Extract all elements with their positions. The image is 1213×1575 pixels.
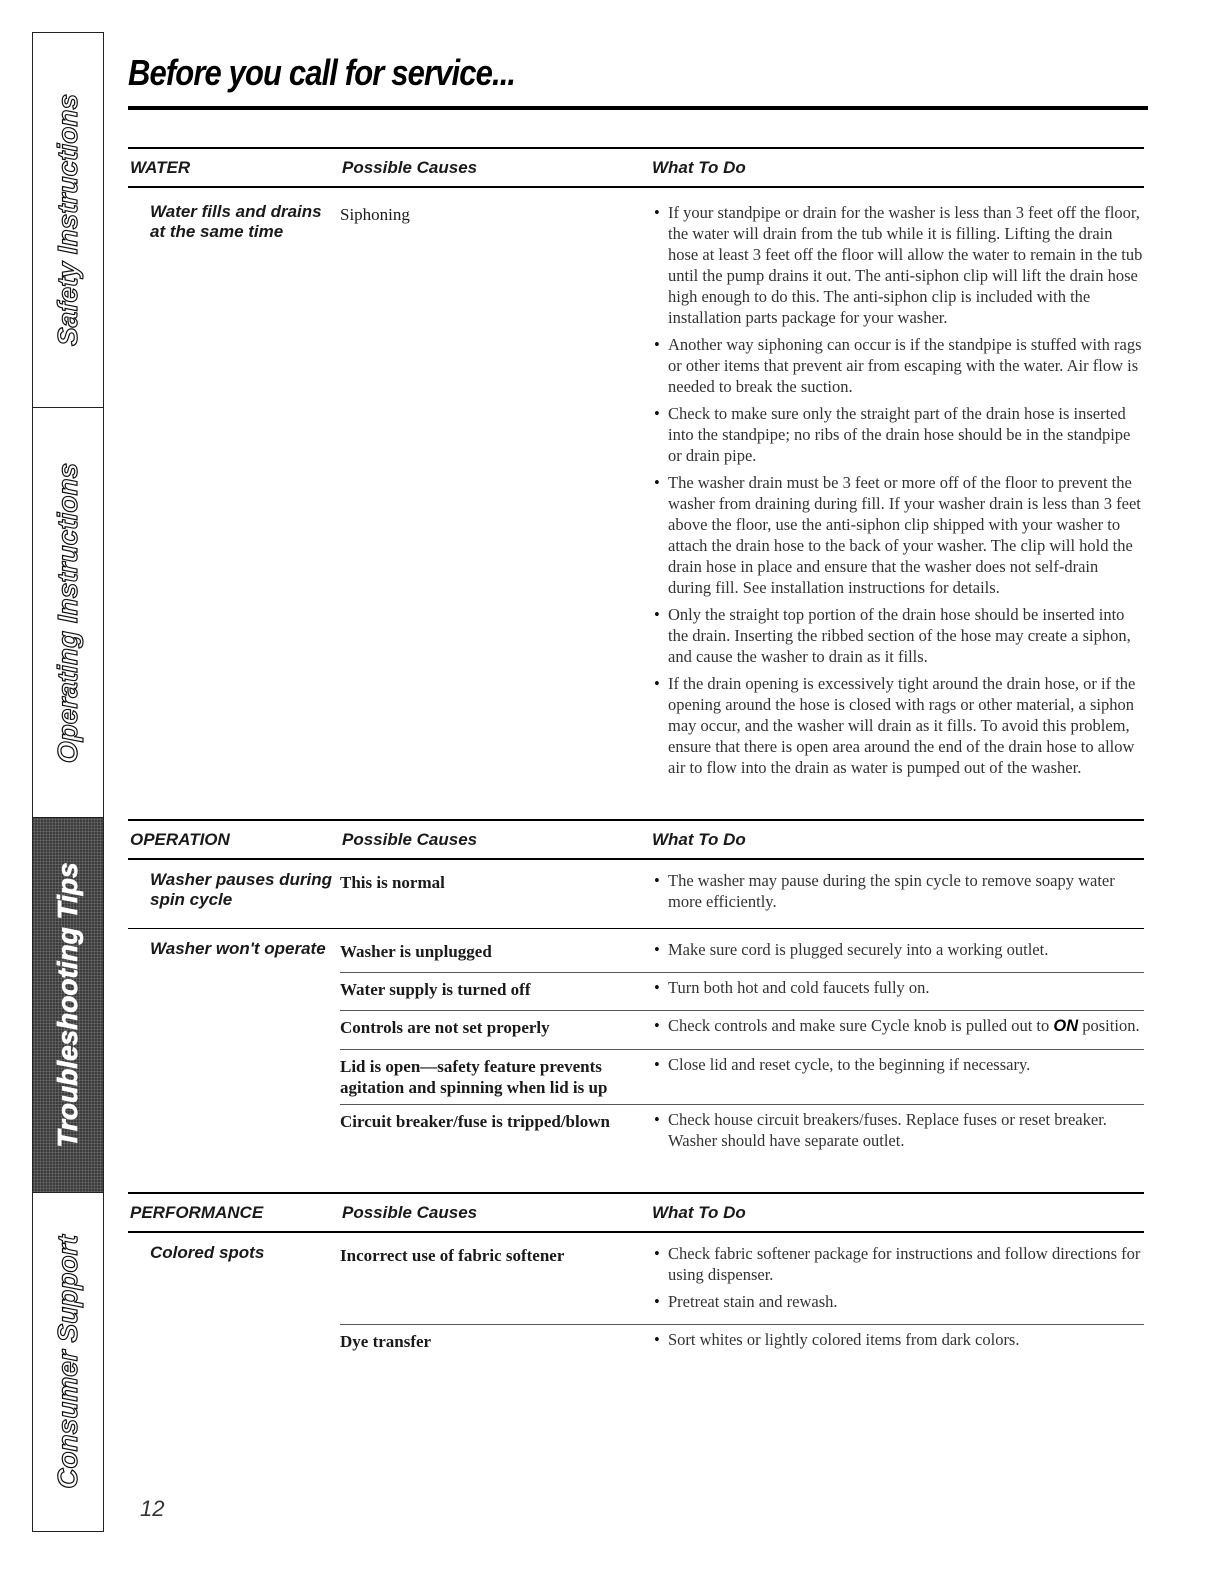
problem-title: Colored spots — [150, 1243, 265, 1262]
section-heading: OPERATION — [130, 829, 230, 849]
page-title: Before you call for service... — [128, 52, 516, 93]
cause-row — [340, 198, 1144, 790]
cause-text: Incorrect use of fabric softener — [340, 1246, 565, 1265]
col-header-causes: Possible Causes — [342, 1202, 478, 1222]
problem-title: Water fills and drains at the same time — [150, 202, 322, 241]
cause-row — [340, 866, 1144, 924]
todo-item: • Another way siphoning can occur is if the standpipe is stuffed with rags or other items that prevent air from escaping with the water. Air flow is needed to break the suction. — [650, 334, 1144, 397]
problem-title: Washer won't operate — [150, 939, 326, 958]
todo-list — [650, 1243, 1144, 1318]
cause-row — [340, 1324, 1144, 1362]
todo-item — [650, 1015, 1144, 1037]
todo-text: position. — [1078, 1016, 1140, 1035]
problem-title: Washer pauses during spin cycle — [150, 870, 333, 909]
todo-list — [650, 977, 1144, 1004]
problem-row — [128, 1233, 1144, 1366]
todo-item: • Close lid and reset cycle, to the beginning if necessary. — [650, 1054, 1144, 1075]
todo-list — [650, 939, 1144, 966]
todo-list — [650, 870, 1144, 918]
cause-text: Washer is unplugged — [340, 942, 492, 961]
problem-row — [128, 928, 1144, 1167]
cause-text: Controls are not set properly — [340, 1018, 550, 1037]
cause-text: Dye transfer — [340, 1332, 432, 1351]
todo-item: • Sort whites or lightly colored items from dark colors. — [650, 1329, 1144, 1350]
todo-text: Check controls and make sure Cycle knob is pulled out to — [668, 1016, 1054, 1035]
cause-row — [340, 1049, 1144, 1104]
section-heading: PERFORMANCE — [130, 1202, 264, 1222]
cause-text: This is normal — [340, 873, 445, 892]
on-position-label: ON — [1053, 1017, 1079, 1035]
col-header-causes: Possible Causes — [342, 157, 478, 177]
cause-row — [340, 972, 1144, 1010]
todo-item: • Only the straight top portion of the drain hose should be inserted into the drain. Inserting the ribbed section of the hose may create a siphon, and cause the washer to drain as it fills. — [650, 604, 1144, 667]
cause-text: Siphoning — [340, 205, 410, 224]
section-header-operation — [128, 819, 1144, 860]
todo-item: • Check to make sure only the straight part of the drain hose is inserted into the standpipe; no ribs of the drain hose should be in the standpipe or drain pipe. — [650, 403, 1144, 466]
todo-list — [650, 1109, 1144, 1157]
tab-label: Operating Instructions — [52, 462, 83, 763]
tab-label: Safety Instructions — [52, 93, 83, 347]
section-header-water — [128, 147, 1144, 188]
problem-row — [128, 188, 1144, 794]
todo-list — [650, 1054, 1144, 1098]
section-heading: WATER — [130, 157, 191, 177]
cause-row — [340, 1104, 1144, 1163]
todo-item: • Check fabric softener package for instructions and follow directions for using dispenser. — [650, 1243, 1144, 1285]
problem-row — [128, 860, 1144, 928]
todo-item: • Make sure cord is plugged securely into a working outlet. — [650, 939, 1144, 960]
todo-item: • If your standpipe or drain for the washer is less than 3 feet off the floor, the water will drain from the tub while it is filling. Lifting the drain hose at least 3 feet off the floor will allow the water to remain in the tub until the pump drains it out. The anti-siphon clip will lift the drain hose high enough to do this. The anti-siphon clip is included with the installation parts package for your washer. — [650, 202, 1144, 328]
tab-safety-instructions[interactable] — [33, 33, 103, 408]
cause-row — [340, 1239, 1144, 1324]
tab-label: Troubleshooting Tips — [52, 862, 83, 1148]
cause-text: Water supply is turned off — [340, 980, 531, 999]
col-header-todo: What To Do — [652, 829, 746, 849]
tab-label: Consumer Support — [52, 1235, 83, 1489]
col-header-causes: Possible Causes — [342, 829, 478, 849]
tab-consumer-support[interactable] — [33, 1193, 103, 1531]
todo-list — [650, 1015, 1144, 1043]
cause-row — [340, 935, 1144, 972]
page-number: 12 — [140, 1496, 165, 1521]
cause-text: Circuit breaker/fuse is tripped/blown — [340, 1112, 610, 1131]
sidebar-nav — [32, 32, 104, 1532]
todo-list — [650, 1329, 1144, 1356]
col-header-todo: What To Do — [652, 157, 746, 177]
troubleshooting-table — [128, 147, 1144, 1366]
col-header-todo: What To Do — [652, 1202, 746, 1222]
todo-item: • Check house circuit breakers/fuses. Replace fuses or reset breaker. Washer should have separate outlet. — [650, 1109, 1144, 1151]
todo-item: • If the drain opening is excessively tight around the drain hose, or if the opening around the hose is closed with rags or other material, a siphon may occur, and the washer will drain as it fills. To avoid this problem, ensure that there is open area around the end of the drain hose to allow air to flow into the drain as water is pumped out of the washer. — [650, 673, 1144, 778]
cause-text: Lid is open—safety feature prevents agitation and spinning when lid is up — [340, 1057, 608, 1097]
todo-item: • The washer drain must be 3 feet or more off of the floor to prevent the washer from draining during fill. If your washer drain is less than 3 feet above the floor, use the anti-siphon clip shipped with your washer to attach the drain hose to the back of your washer. The clip will hold the drain hose in place and ensure that the washer does not self-drain during fill. See installation instructions for details. — [650, 472, 1144, 598]
tab-troubleshooting-tips[interactable] — [33, 818, 103, 1193]
section-header-performance — [128, 1192, 1144, 1233]
todo-item: • Turn both hot and cold faucets fully on. — [650, 977, 1144, 998]
tab-operating-instructions[interactable] — [33, 408, 103, 818]
todo-item: • Pretreat stain and rewash. — [650, 1291, 1144, 1312]
todo-list — [650, 202, 1144, 784]
cause-row — [340, 1010, 1144, 1049]
title-divider — [128, 106, 1148, 110]
todo-item: • The washer may pause during the spin cycle to remove soapy water more efficiently. — [650, 870, 1144, 912]
